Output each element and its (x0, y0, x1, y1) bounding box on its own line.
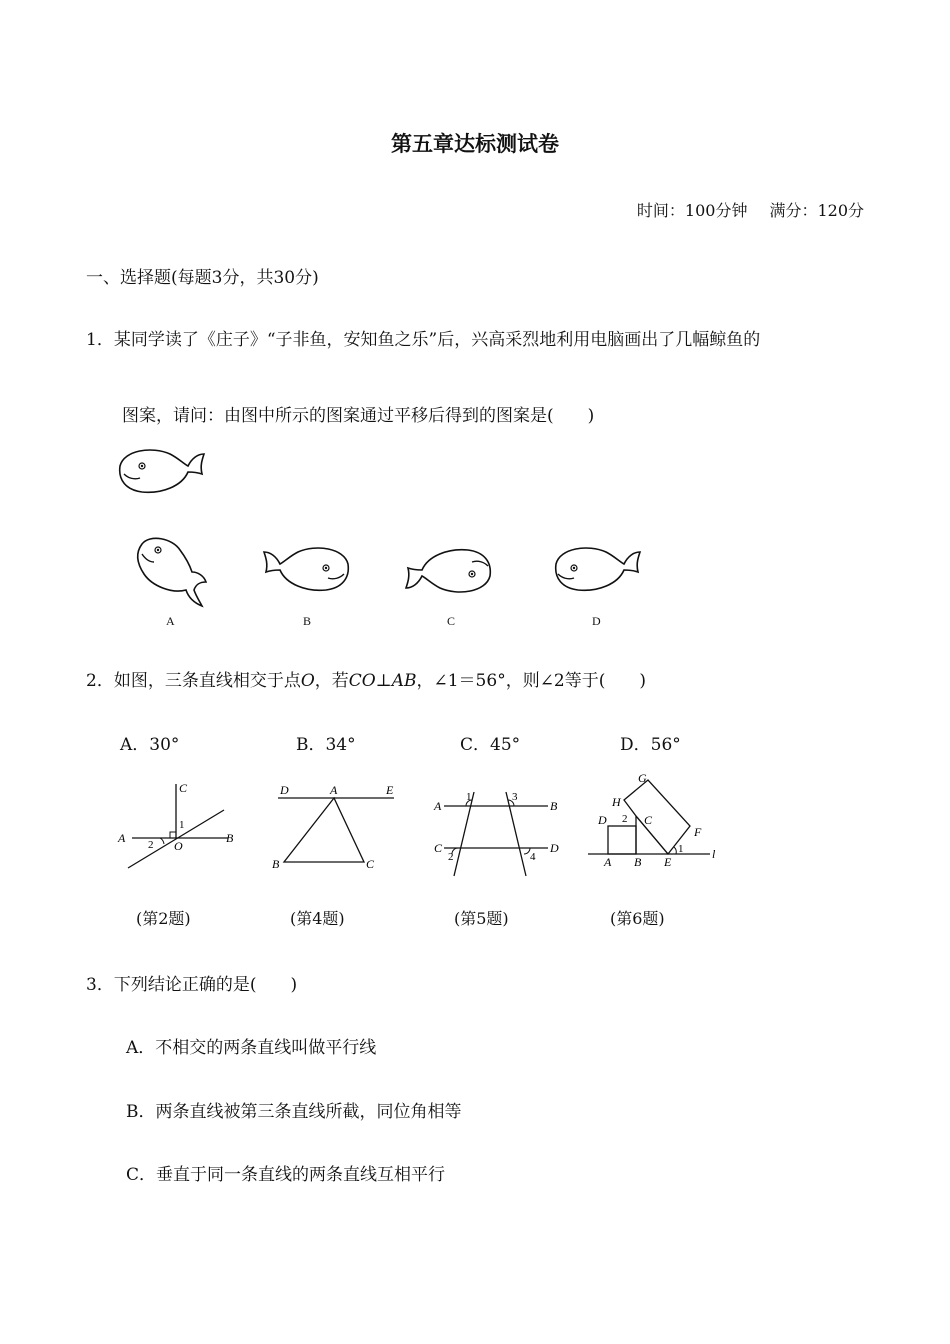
option-a-label: A (166, 614, 175, 628)
figure-q6 (584, 770, 724, 870)
caption-q6: (第6题) (610, 909, 665, 928)
q2-text-mid1: ，若 (314, 671, 349, 691)
figure-q4 (268, 780, 408, 880)
q3-option-b: B．两条直线被第三条直线所截，同位角相等 (126, 1102, 462, 1122)
q2-option-a: A．30° (120, 735, 180, 755)
q2-text-mid2: ，∠1＝56°，则∠2等于( ) (416, 671, 647, 691)
fig6-label-f: F (694, 825, 702, 839)
fig6-label-g: G (638, 771, 647, 785)
fig4-label-d: D (280, 783, 289, 797)
fig2-label-b: B (226, 831, 234, 845)
fig2-label-1: 1 (179, 819, 185, 831)
fig2-label-a: A (118, 831, 126, 845)
figure-q2 (110, 776, 250, 876)
q1-line1: 1．某同学读了《庄子》“子非鱼，安知鱼之乐”后，兴高采烈地利用电脑画出了几幅鲸鱼的 (86, 330, 761, 350)
fig6-label-d: D (598, 813, 607, 827)
fig6-label-1: 1 (678, 843, 684, 855)
fig6-label-b: B (634, 855, 642, 869)
option-c-label: C (447, 614, 456, 628)
q2-option-c: C．45° (460, 735, 521, 755)
fig4-label-b: B (272, 857, 280, 871)
caption-q2: (第2题) (136, 909, 191, 928)
whale-option-b-figure (262, 542, 354, 598)
whale-option-d-figure (548, 542, 648, 598)
fig5-label-3: 3 (512, 791, 518, 803)
fig6-label-e: E (664, 855, 672, 869)
exam-time: 时间：100分钟 (636, 201, 748, 220)
q3-option-c: C．垂直于同一条直线的两条直线互相平行 (126, 1165, 446, 1185)
fig2-label-c: C (179, 781, 188, 795)
option-b-label: B (303, 614, 312, 628)
q1-line2: 图案，请问：由图中所示的图案通过平移后得到的图案是( ) (122, 406, 595, 426)
fig5-label-c: C (434, 841, 443, 855)
fig6-label-2: 2 (622, 813, 628, 825)
fig5-label-d: D (550, 841, 559, 855)
q3-stem: 3．下列结论正确的是( ) (86, 975, 298, 995)
q2-segment-co: CO (348, 671, 376, 691)
fig6-label-l: l (712, 847, 716, 861)
fig6-label-c: C (644, 813, 653, 827)
q2-option-b: B．34° (296, 735, 356, 755)
fig5-label-2: 2 (448, 851, 454, 863)
fig4-label-e: E (386, 783, 394, 797)
caption-q5: (第5题) (454, 909, 509, 928)
exam-meta (615, 198, 864, 221)
exam-score: 满分：120分 (769, 201, 864, 220)
section-heading: 一、选择题(每题3分，共30分) (86, 268, 319, 288)
q2-stem (86, 666, 646, 691)
page-title: 第五章达标测试卷 (391, 131, 559, 156)
fig5-label-b: B (550, 799, 558, 813)
fig6-label-a: A (604, 855, 612, 869)
fig5-label-1: 1 (466, 791, 472, 803)
q2-segment-ab: AB (391, 671, 417, 691)
figure-q5 (430, 786, 570, 882)
whale-option-a-figure (132, 532, 212, 610)
option-d-label: D (592, 614, 601, 628)
caption-q4: (第4题) (290, 909, 345, 928)
fig2-label-2: 2 (148, 839, 154, 851)
whale-option-c-figure (404, 544, 496, 600)
whale-original-figure (112, 444, 212, 500)
q2-perp-symbol: ⊥ (375, 671, 392, 691)
fig4-label-a: A (330, 783, 338, 797)
fig6-label-h: H (612, 795, 621, 809)
fig2-label-o: O (174, 839, 183, 853)
fig5-label-a: A (434, 799, 442, 813)
q2-point-o: O (300, 671, 315, 691)
q2-option-d: D．56° (620, 735, 681, 755)
q3-option-a: A．不相交的两条直线叫做平行线 (126, 1038, 377, 1058)
fig5-label-4: 4 (530, 851, 536, 863)
q2-text-prefix: 2．如图，三条直线相交于点 (86, 671, 301, 691)
fig4-label-c: C (366, 857, 375, 871)
